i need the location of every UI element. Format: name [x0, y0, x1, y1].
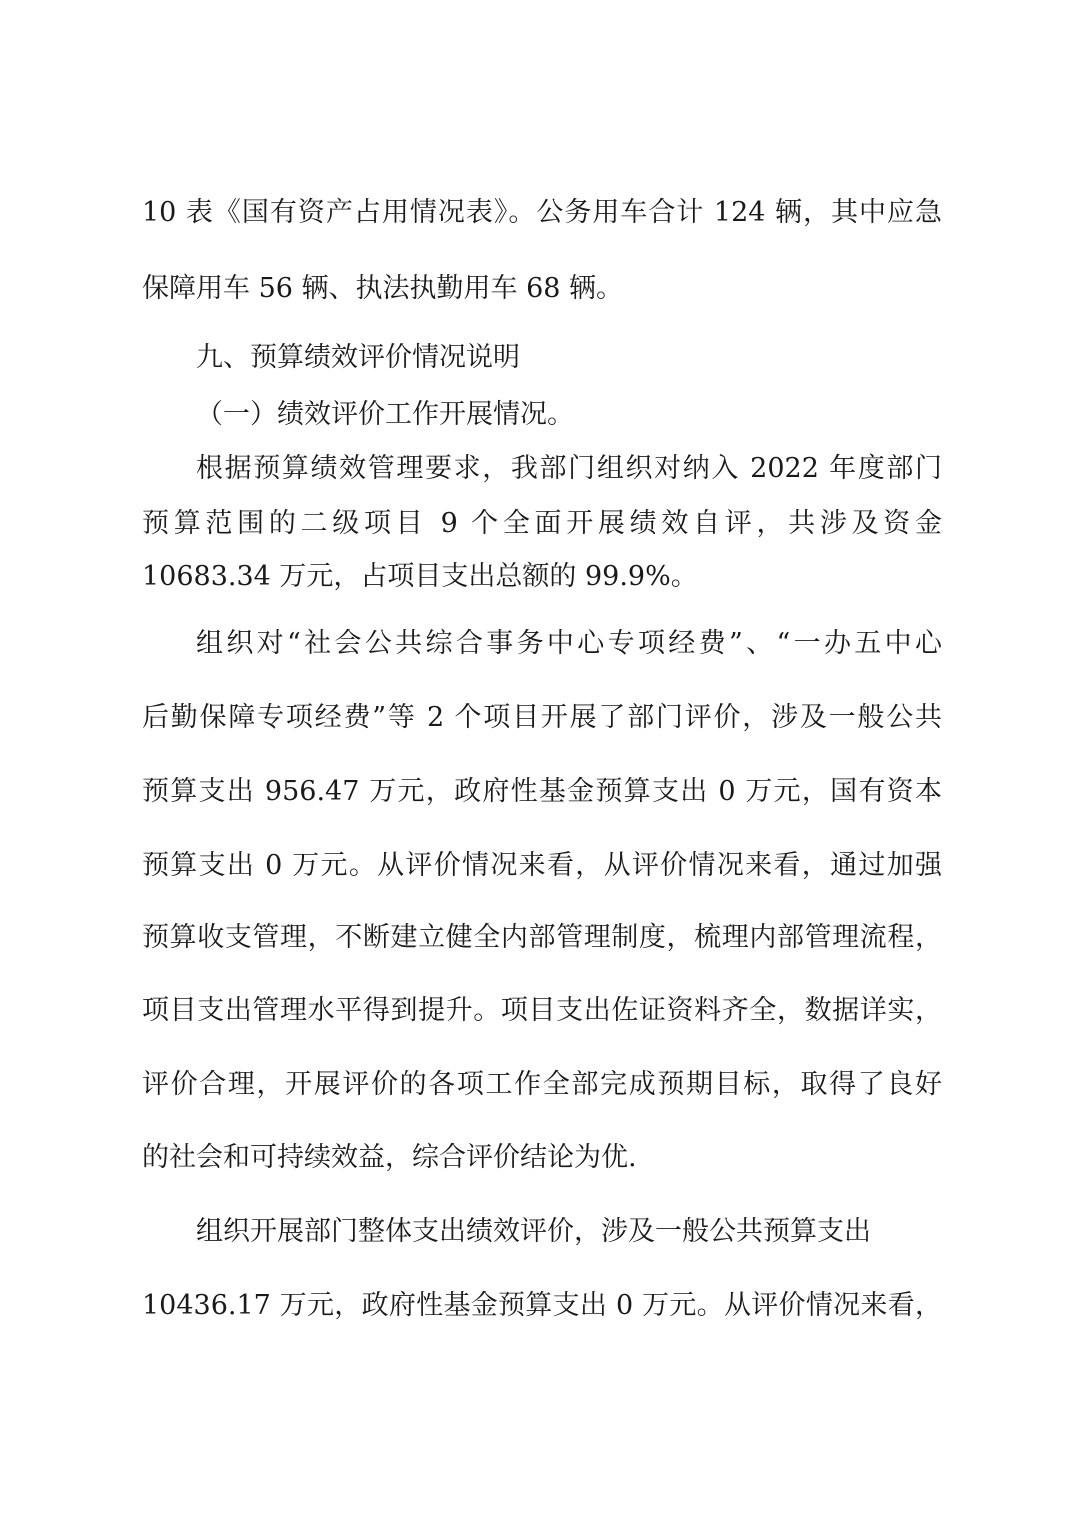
paragraph-line-9: 后勤保障专项经费”等 2 个项目开展了部门评价，涉及一般公共: [142, 702, 942, 733]
paragraph-line-1: 10 表《国有资产占用情况表》。公务用车合计 124 辆，其中应急: [142, 197, 942, 228]
paragraph-line-14: 评价合理，开展评价的各项工作全部完成预期目标，取得了良好: [142, 1069, 942, 1100]
paragraph-line-11: 预算支出 0 万元。从评价情况来看，从评价情况来看，通过加强: [142, 850, 942, 881]
paragraph-line-12: 预算收支管理，不断建立健全内部管理制度，梳理内部管理流程，: [142, 922, 942, 953]
subsection-heading: （一）绩效评价工作开展情况。: [196, 399, 574, 430]
paragraph-line-15: 的社会和可持续效益，综合评价结论为优.: [142, 1142, 637, 1173]
paragraph-line-7: 10683.34 万元，占项目支出总额的 99.9%。: [142, 561, 698, 592]
paragraph-line-2: 保障用车 56 辆、执法执勤用车 68 辆。: [142, 273, 624, 304]
paragraph-line-16: 组织开展部门整体支出绩效评价，涉及一般公共预算支出: [196, 1216, 871, 1247]
paragraph-line-10: 预算支出 956.47 万元，政府性基金预算支出 0 万元，国有资本: [142, 776, 942, 807]
paragraph-line-13: 项目支出管理水平得到提升。项目支出佐证资料齐全，数据详实，: [142, 995, 942, 1026]
paragraph-line-8: 组织对“社会公共综合事务中心专项经费”、“一办五中心: [196, 628, 942, 659]
section-heading: 九、预算绩效评价情况说明: [196, 342, 520, 373]
paragraph-line-17: 10436.17 万元，政府性基金预算支出 0 万元。从评价情况来看，: [142, 1290, 942, 1321]
paragraph-line-5: 根据预算绩效管理要求，我部门组织对纳入 2022 年度部门: [196, 453, 942, 484]
paragraph-line-6: 预算范围的二级项目 9 个全面开展绩效自评，共涉及资金: [142, 508, 942, 539]
